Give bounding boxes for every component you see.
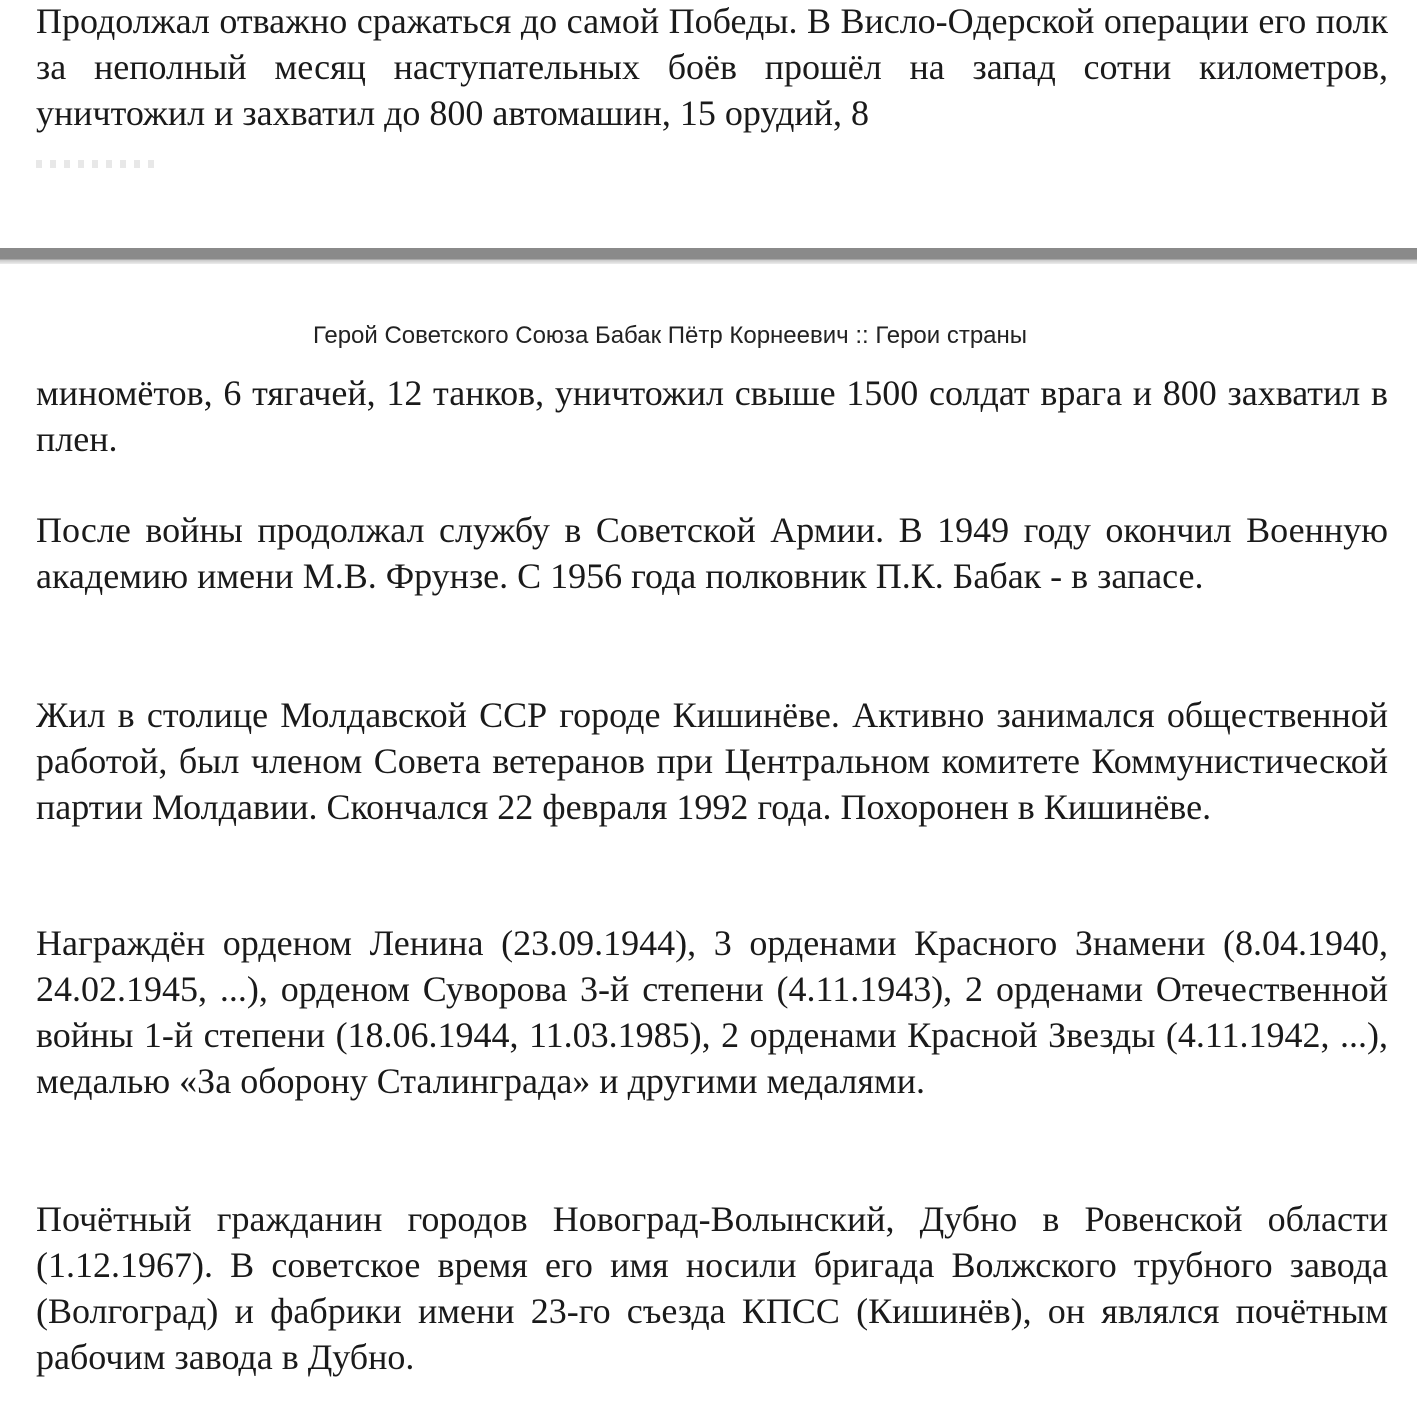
cut-off-text-remnant [36,160,156,168]
page-break-separator [0,248,1417,264]
paragraph-victory-campaign: Продолжал отважно сражаться до самой Победы. В Висло-Одерской операции его полк за неполный месяц наступательных боёв прошёл на запад сотни километров, уничтожил и захватил до 800 автомашин, 15 орудий, 8 [36,1,1388,133]
paragraph-honorary-citizen: Почётный гражданин городов Новоград-Волынский, Дубно в Ровенской области (1.12.1967). В советское время его имя носили бригада Волжского трубного завода (Волгоград) и фабрики имени 23-го съезда КПСС (Кишинёв), он являлся почётным рабочим завода в Дубно. [36,1199,1388,1377]
paragraph-postwar-service: После войны продолжал службу в Советской Армии. В 1949 году окончил Военную академию имени М.В. Фрунзе. С 1956 года полковник П.К. Бабак - в запасе. [36,510,1388,596]
paragraph-life-in-chisinau: Жил в столице Молдавской ССР городе Кишинёве. Активно занимался общественной работой, был членом Совета ветеранов при Центральном комитете Коммунистической партии Молдавии. Скончался 22 февраля 1992 года. Похоронен в Кишинёве. [36,695,1388,827]
paragraph-awards: Награждён орденом Ленина (23.09.1944), 3 орденами Красного Знамени (8.04.1940, 24.02.1945, ...), орденом Суворова 3-й степени (4.11.1943), 2 орденами Отечественной войны 1-й степени (18.06.1944, 11.03.1985), 2 орденами Красной Звезды (4.11.1942, ...), медалью «За оборону Сталинграда» и другими медалями. [36,923,1388,1101]
paragraph-trophies: миномётов, 6 тягачей, 12 танков, уничтожил свыше 1500 солдат врага и 800 захватил в плен. [36,373,1388,459]
page-header: Герой Советского Союза Бабак Пётр Корнеевич :: Герои страны [312,322,1028,349]
